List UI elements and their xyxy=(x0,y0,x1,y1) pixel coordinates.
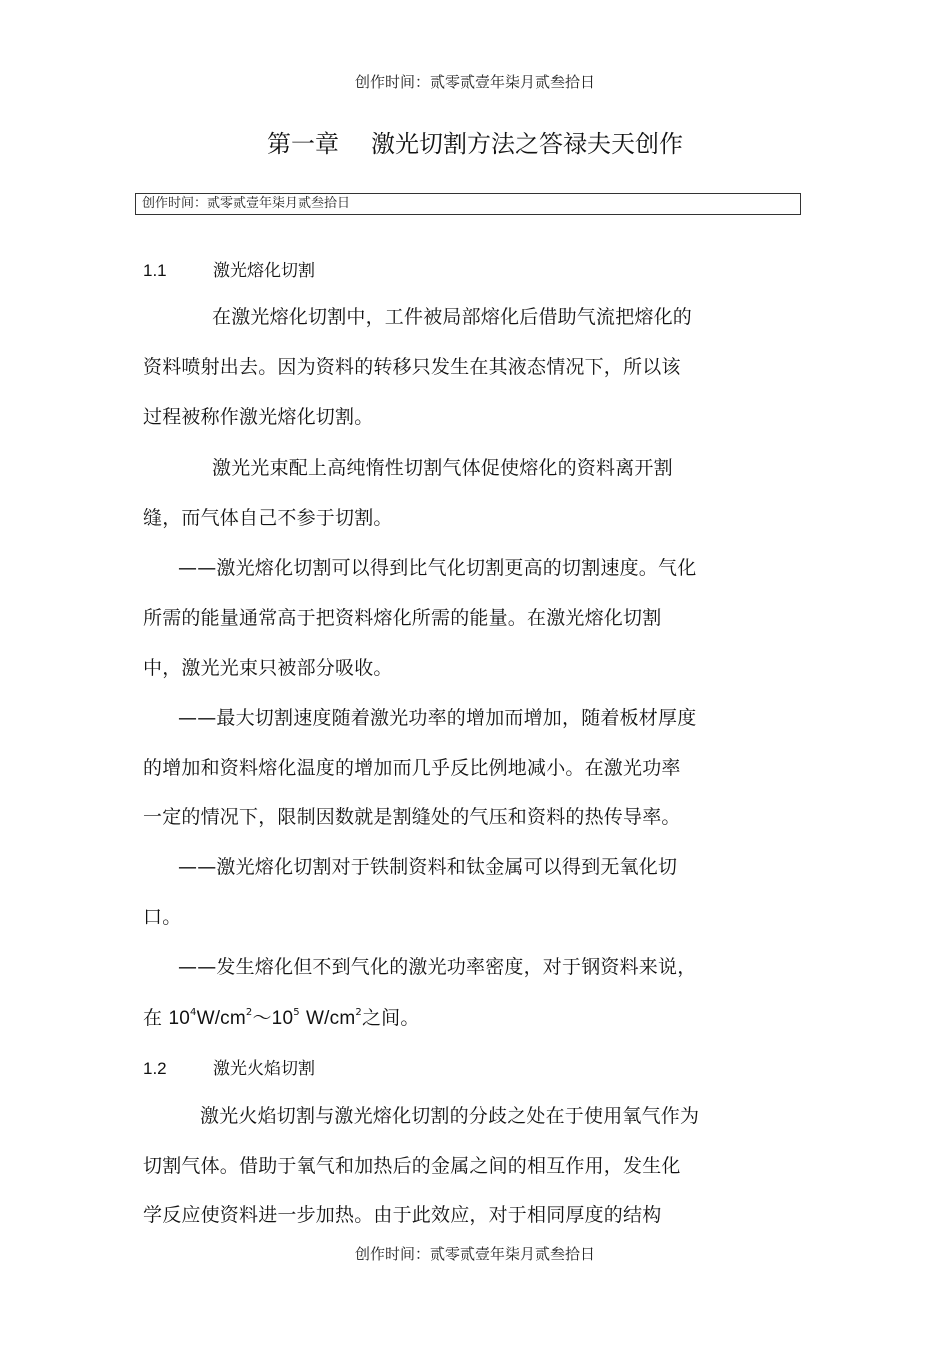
paragraph-line: ——最大切割速度随着激光功率的增加而增加，随着板材厚度 xyxy=(178,707,697,729)
paragraph-line: 口。 xyxy=(143,906,182,928)
chapter-number: 第一章 xyxy=(267,130,339,158)
paragraph-line: 所需的能量通常高于把资料熔化所需的能量。在激光熔化切割 xyxy=(143,607,662,629)
unit-low-sq: 2 xyxy=(245,1007,253,1018)
paragraph-line: 在激光熔化切割中，工件被局部熔化后借助气流把熔化的 xyxy=(212,306,693,328)
boxed-note: 创作时间：贰零贰壹年柒月贰叁拾日 xyxy=(135,193,801,215)
range-tilde: ～ xyxy=(252,1007,272,1029)
chapter-title xyxy=(0,124,950,159)
paragraph-line: 中，激光光束只被部分吸收。 xyxy=(143,657,393,679)
section-number: 1.2 xyxy=(143,1059,167,1078)
paragraph-line: ——发生熔化但不到气化的激光功率密度，对于钢资料来说， xyxy=(178,956,697,978)
section-title: 激光熔化切割 xyxy=(213,261,315,281)
power-low-exp: 4 xyxy=(190,1007,197,1018)
paragraph-line: ——激光熔化切割可以得到比气化切割更高的切割速度。气化 xyxy=(178,557,697,579)
paragraph-line: 切割气体。借助于氧气和加热后的金属之间的相互作用，发生化 xyxy=(143,1155,681,1177)
paragraph-line: ——激光熔化切割对于铁制资料和钛金属可以得到无氧化切 xyxy=(178,856,678,878)
chapter-title-text: 激光切割方法之答禄夫天创作 xyxy=(371,130,683,158)
power-low-base: 10 xyxy=(168,1008,190,1029)
section-heading-1-1 xyxy=(143,256,315,281)
paragraph-line: 激光火焰切割与激光熔化切割的分歧之处在于使用氧气作为 xyxy=(200,1105,700,1127)
section-heading-1-2 xyxy=(143,1054,315,1079)
paragraph-line: 过程被称作激光熔化切割。 xyxy=(143,406,374,428)
text-post: 之间。 xyxy=(361,1007,420,1029)
paragraph-line: 学反应使资料进一步加热。由于此效应，对于相同厚度的结构 xyxy=(143,1204,662,1226)
power-high-base: 10 xyxy=(271,1008,294,1029)
unit-low: W/cm xyxy=(196,1008,246,1029)
paragraph-line: 的增加和资料熔化温度的增加而几乎反比例地减小。在激光功率 xyxy=(143,757,681,779)
page-header: 创作时间：贰零贰壹年柒月贰叁拾日 xyxy=(354,73,595,91)
paragraph-line: 激光光束配上高纯惰性切割气体促使熔化的资料离开割 xyxy=(212,457,673,479)
paragraph-line: 缝，而气体自己不参于切割。 xyxy=(143,507,393,529)
power-high-exp: 5 xyxy=(293,1007,300,1018)
power-density-line xyxy=(143,1003,420,1030)
unit-high-sq: 2 xyxy=(355,1007,362,1018)
paragraph-line: 一定的情况下，限制因数就是割缝处的气压和资料的热传导率。 xyxy=(143,806,681,828)
section-number: 1.1 xyxy=(143,261,167,280)
page-footer: 创作时间：贰零贰壹年柒月贰叁拾日 xyxy=(354,1245,595,1263)
text-pre: 在 xyxy=(143,1007,163,1029)
section-title: 激光火焰切割 xyxy=(213,1059,315,1079)
unit-high: W/cm xyxy=(306,1008,356,1029)
paragraph-line: 资料喷射出去。因为资料的转移只发生在其液态情况下，所以该 xyxy=(143,356,681,378)
